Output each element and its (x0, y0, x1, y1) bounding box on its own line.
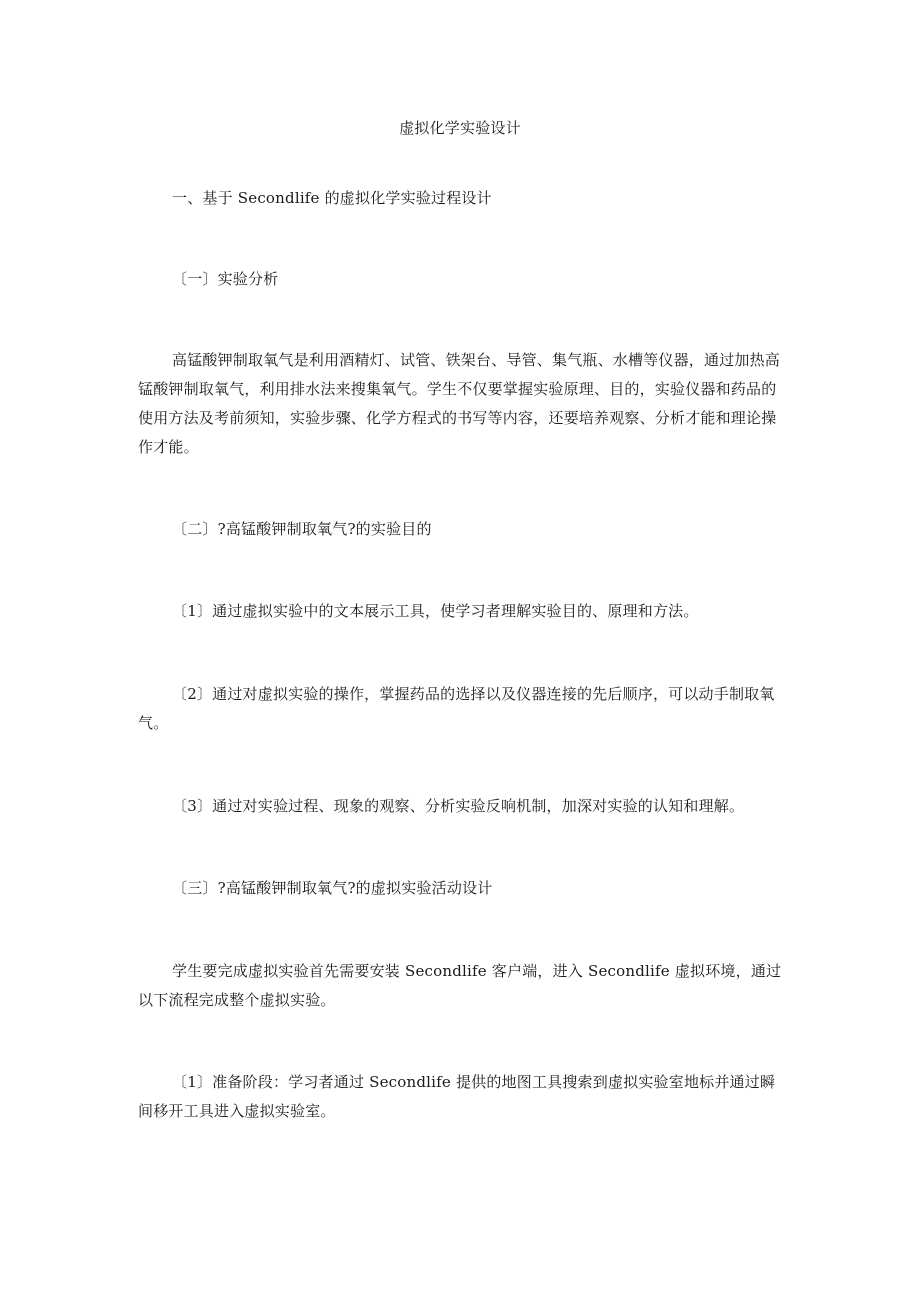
paragraph-analysis: 高锰酸钾制取氧气是利用酒精灯、试管、铁架台、导管、集气瓶、水槽等仪器，通过加热高锰酸钾制取氧气，利用排水法来搜集氧气。学生不仅要掌握实验原理、目的，实验仪器和药品的使用方法及考前须知，实验步骤、化学方程式的书写等内容，还要培养观察、分析才能和理论操作才能。 (138, 351, 781, 456)
subsection-heading-2: 〔二〕?高锰酸钾制取氧气?的实验目的 (172, 520, 432, 538)
section-heading: 一、基于 Secondlife 的虚拟化学实验过程设计 (172, 189, 492, 207)
paragraph-activity: 学生要完成虚拟实验首先需要安装 Secondlife 客户端，进入 Secondlife 虚拟环境，通过以下流程完成整个虚拟实验。 (138, 962, 782, 1009)
subsection-heading-3: 〔三〕?高锰酸钾制取氧气?的虚拟实验活动设计 (172, 879, 493, 897)
goal-item-3: 〔3〕通过对实验过程、现象的观察、分析实验反响机制，加深对实验的认知和理解。 (172, 797, 745, 815)
goal-item-1: 〔1〕通过虚拟实验中的文本展示工具，使学习者理解实验目的、原理和方法。 (172, 602, 699, 620)
step-item-1: 〔1〕准备阶段：学习者通过 Secondlife 提供的地图工具搜索到虚拟实验室地标并通过瞬间移开工具进入虚拟实验室。 (138, 1073, 776, 1120)
goal-item-2: 〔2〕通过对虚拟实验的操作，掌握药品的选择以及仪器连接的先后顺序，可以动手制取氧气。 (138, 685, 775, 732)
subsection-heading-1: 〔一〕实验分析 (172, 270, 279, 288)
document-title: 虚拟化学实验设计 (399, 119, 521, 137)
